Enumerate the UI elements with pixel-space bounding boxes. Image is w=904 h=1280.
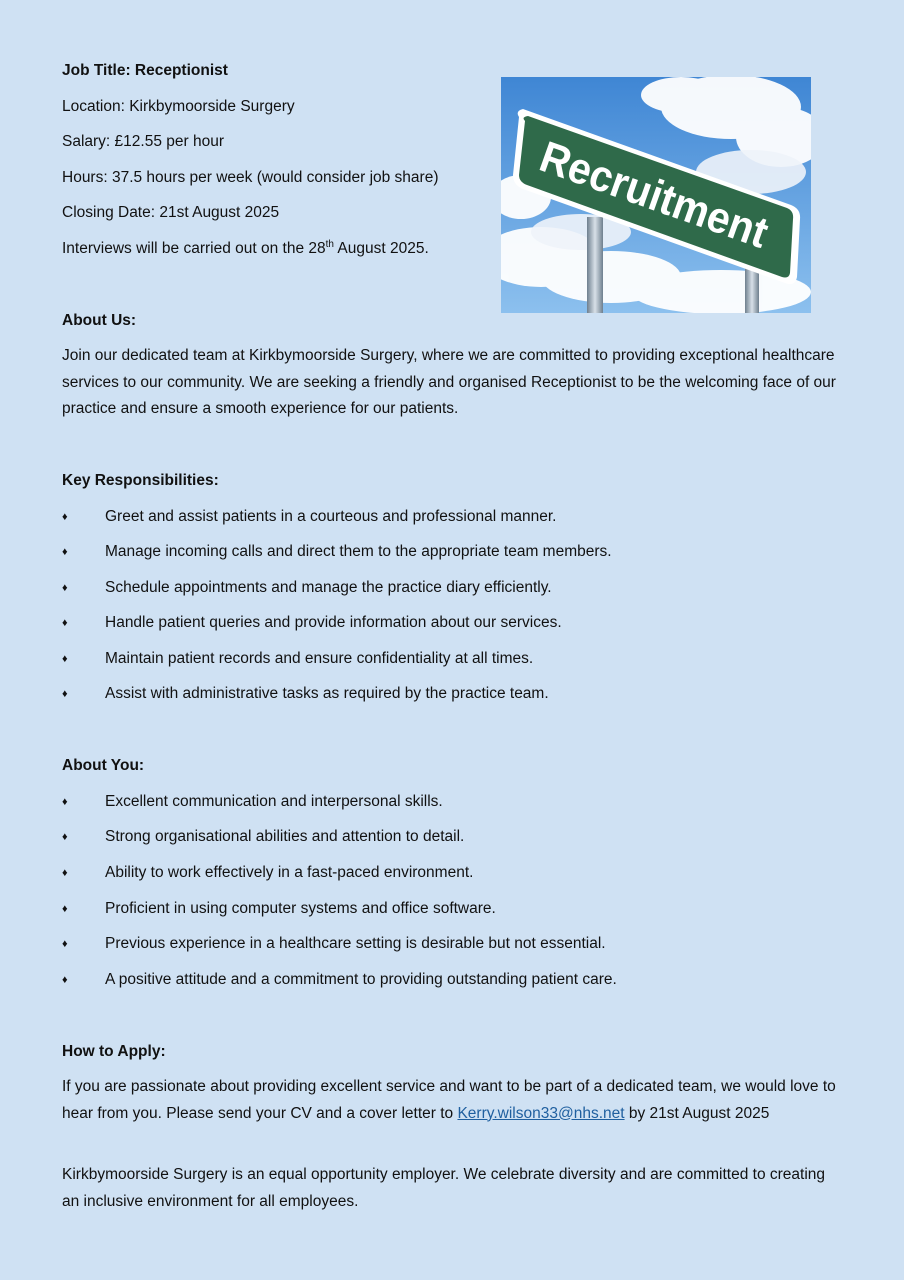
equal-opportunity-statement: Kirkbymoorside Surgery is an equal opportunity employer. We celebrate diversity and are committed to creating an inclusive environment for all employees.	[62, 1166, 826, 1210]
bullet-diamond-icon: ♦	[62, 903, 68, 915]
bullet-diamond-icon: ♦	[62, 867, 68, 879]
bullet-diamond-icon: ♦	[62, 546, 68, 558]
interview-text-pre: Interviews will be carried out on the 28	[62, 240, 326, 257]
bullet-diamond-icon: ♦	[62, 831, 68, 843]
how-to-apply-body: If you are passionate about providing excellent service and want to be part of a dedicated team, we would love to hear from you. Please send your CV and a cover letter to Kerry.wilson33@nhs.net by 21st August 2025	[62, 1078, 836, 1122]
about-you-heading: About You:	[62, 757, 145, 774]
interview-date	[62, 239, 429, 259]
how-to-apply-heading: How to Apply:	[62, 1043, 166, 1060]
job-salary: Salary: £12.55 per hour	[62, 133, 224, 150]
job-location: Location: Kirkbymoorside Surgery	[62, 98, 295, 115]
job-title: Job Title: Receptionist	[62, 62, 228, 79]
bullet-diamond-icon: ♦	[62, 688, 68, 700]
responsibilities-heading: Key Responsibilities:	[62, 472, 219, 489]
email-link[interactable]: Kerry.wilson33@nhs.net	[457, 1104, 625, 1122]
interview-ordinal: th	[325, 238, 334, 250]
job-hours: Hours: 37.5 hours per week (would consider job share)	[62, 169, 439, 186]
closing-date: Closing Date: 21st August 2025	[62, 204, 280, 221]
bullet-diamond-icon: ♦	[62, 938, 68, 950]
bullet-diamond-icon: ♦	[62, 582, 68, 594]
about-us-body: Join our dedicated team at Kirkbymoorside Surgery, where we are committed to providing exceptional healthcare services to our community. We are seeking a friendly and organised Receptionist to be the welcoming face of our practice and ensure a smooth experience for our patients.	[62, 347, 836, 417]
sign-text: Recruitment	[533, 132, 793, 265]
bullet-diamond-icon: ♦	[62, 653, 68, 665]
bullet-diamond-icon: ♦	[62, 617, 68, 629]
bullet-diamond-icon: ♦	[62, 974, 68, 986]
bullet-diamond-icon: ♦	[62, 796, 68, 808]
bullet-diamond-icon: ♦	[62, 511, 68, 523]
recruitment-sign-image	[501, 77, 811, 313]
about-us-heading: About Us:	[62, 312, 137, 329]
job-advert-page: Job Title: Receptionist Location: Kirkbymoorside Surgery Salary: £12.55 per hour Hours: 37.5 hours per week (would consider job share) Closing Date: 21st August 2025 Interviews will be carried out on the 28th August 2025. Recruitment About Us: Join our dedicated team at Kirkbymoorside Surgery, where we are committed to providing exceptional healthcare services to our community. We are seeking a friendly and organised Receptionist to be the welcoming face of our practice and ensure a smooth experience for our patients. Key Responsibilities: ♦ Greet and assist patients in a courteous and professional manner. ♦ Manage incoming calls and direct them to the appropriate team members. ♦ Schedule appointments and manage the practice diary efficiently. ♦ Handle patient queries and provide information about our services. ♦ Maintain patient records and ensure confidentiality at all times. ♦ Assist with administrative tasks as required by the practice team. About You: ♦ Excellent communication and interpersonal skills. ♦ Strong organisational abilities and attention to detail. ♦ Ability to work effectively in a fast-paced environment. ♦ Proficient in using computer systems and office software. ♦ Previous experience in a healthcare setting is desirable but not essential. ♦ A positive attitude and a commitment to providing outstanding patient care. How to Apply: If you are passionate about providing excellent service and want to be part of a dedicated team, we would love to hear from you. Please send your CV and a cover letter to Kerry.wilson33@nhs.net by 21st August 2025 Kirkbymoorside Surgery is an equal opportunity employer. We celebrate diversity and are committed to creating an inclusive environment for all employees.	[0, 0, 904, 1280]
interview-text-post: August 2025.	[333, 240, 429, 257]
